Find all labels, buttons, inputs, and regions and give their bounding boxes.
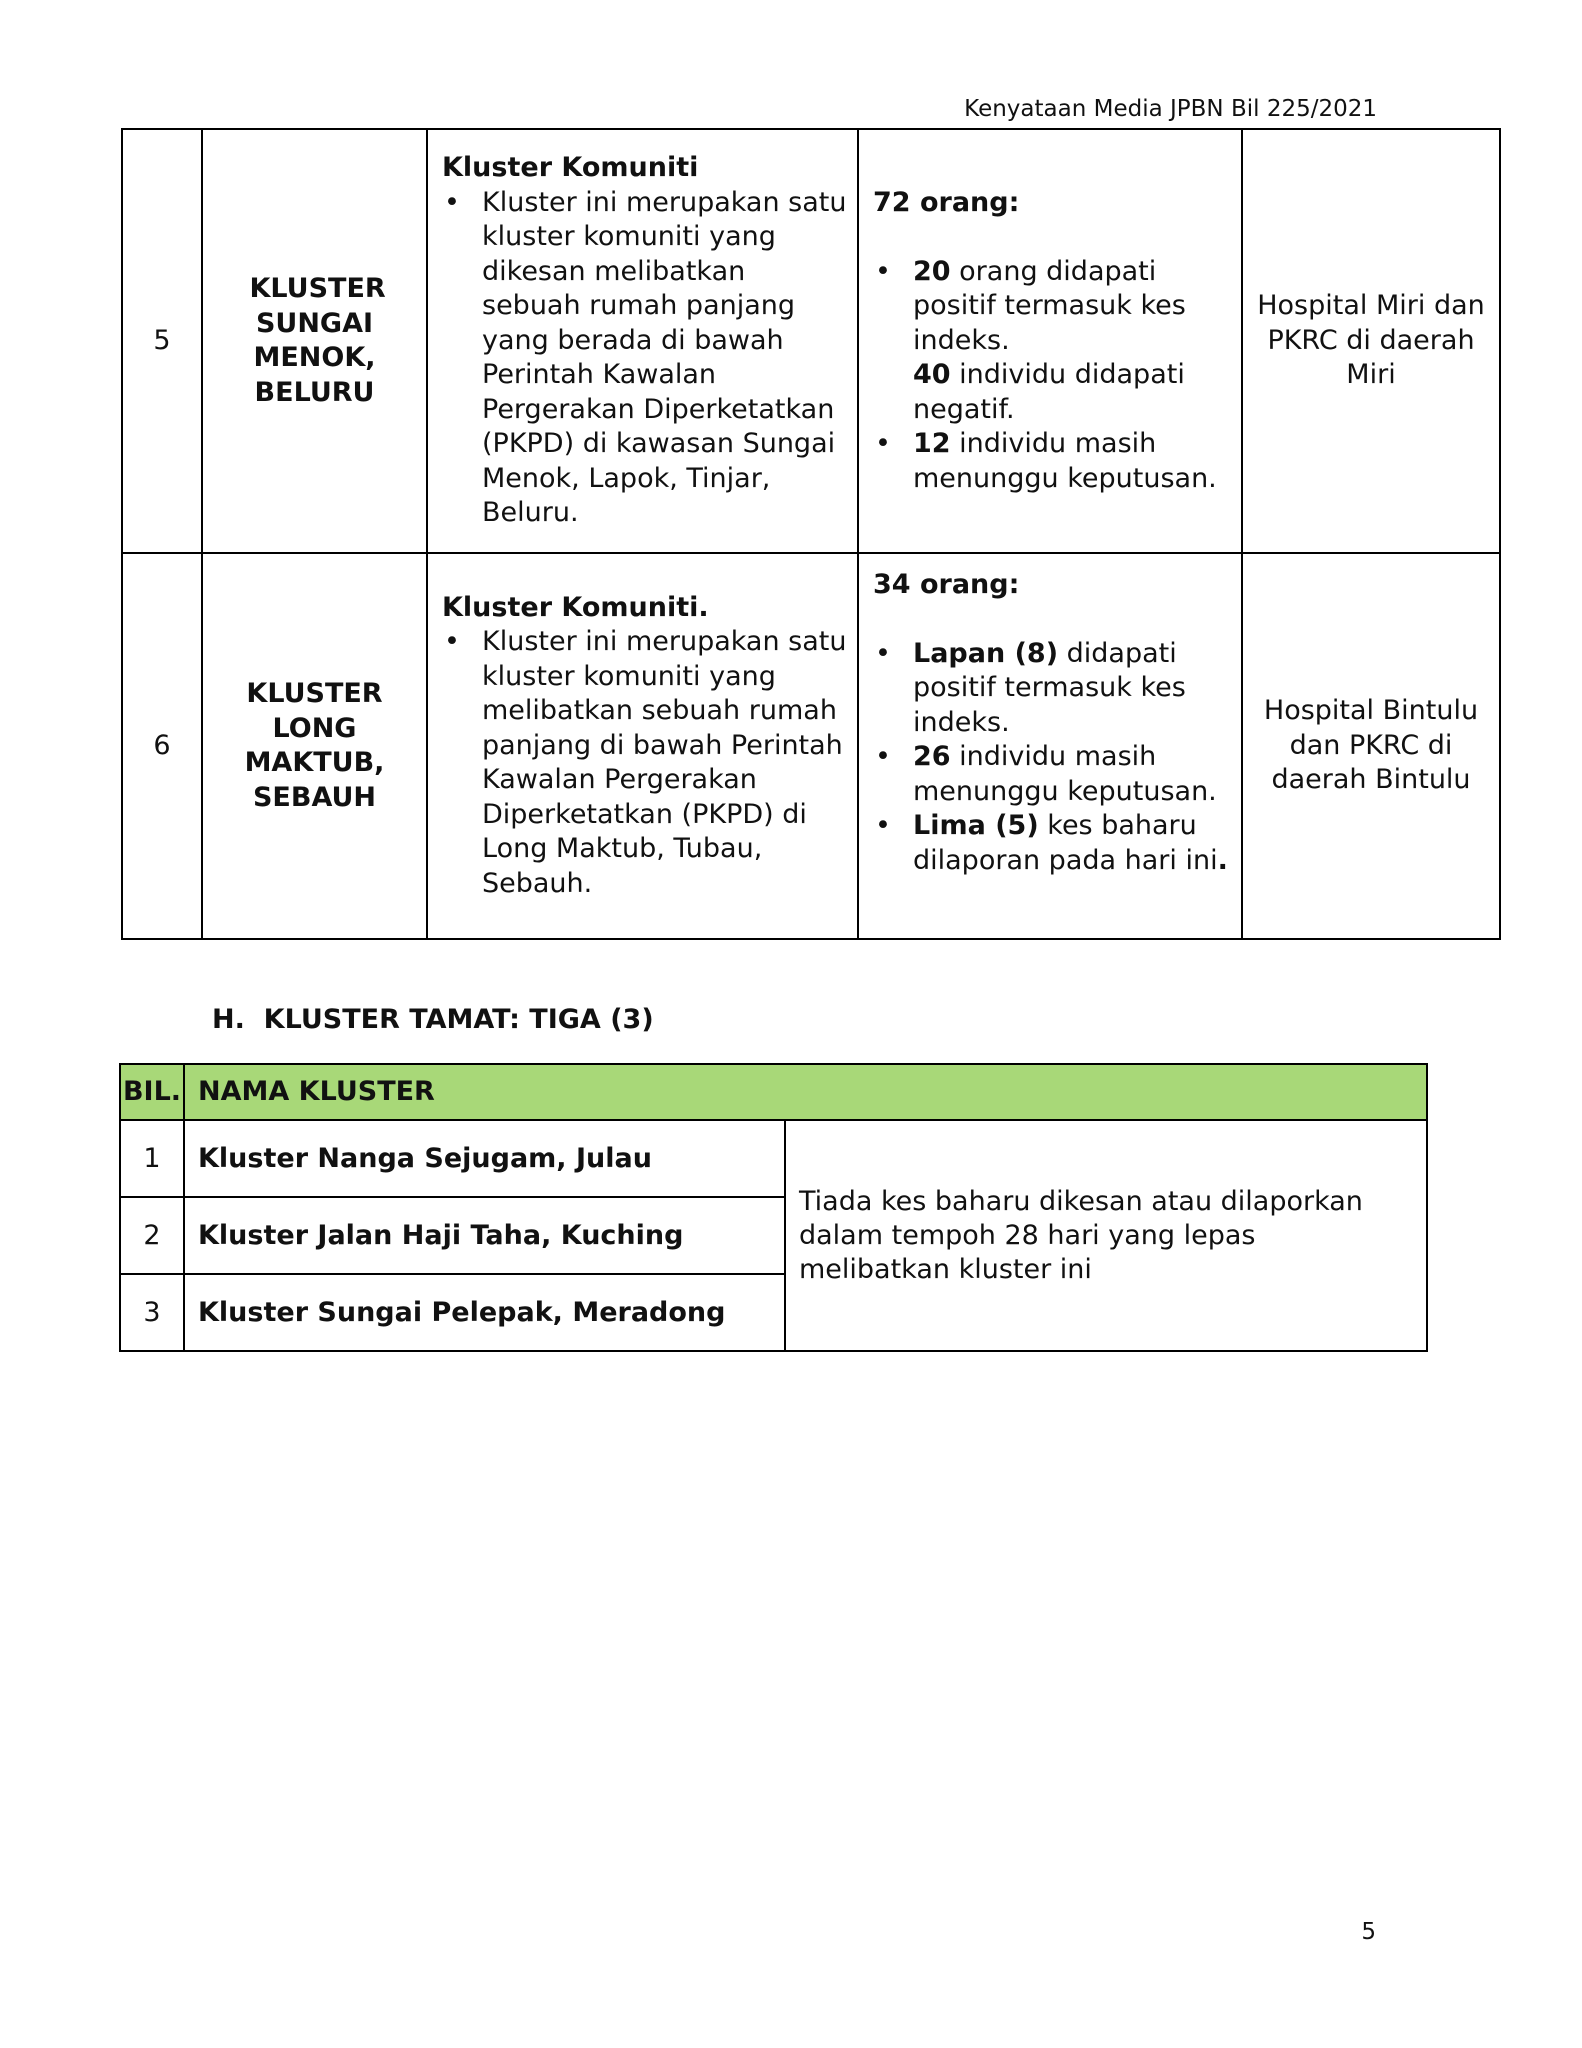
table-row — [122, 553, 1500, 939]
row-number: 2 — [120, 1197, 184, 1274]
cluster-name: Kluster Jalan Haji Taha, Kuching — [184, 1197, 785, 1274]
stat-item: • 26 individu masih menunggu keputusan. — [913, 740, 1231, 809]
stat-item: • Lima (5) kes baharu dilaporan pada hari ini. — [913, 809, 1231, 878]
cluster-type-title: Kluster Komuniti — [442, 152, 699, 184]
active-cluster-table — [121, 128, 1501, 940]
stat-item: • 20 orang didapati positif termasuk kes indeks. 40 individu didapati negatif. — [913, 255, 1231, 428]
cluster-number: 5 — [122, 129, 202, 553]
cluster-hospital: Hospital Miri dan PKRC di daerah Miri — [1242, 129, 1500, 553]
stat-item: • 12 individu masih menunggu keputusan. — [913, 427, 1231, 496]
cluster-name: KLUSTER SUNGAI MENOK, BELURU — [202, 129, 427, 553]
cluster-name: Kluster Nanga Sejugam, Julau — [184, 1120, 785, 1197]
row-number: 3 — [120, 1274, 184, 1351]
column-header-name: NAMA KLUSTER — [184, 1064, 1427, 1120]
cluster-type-title: Kluster Komuniti. — [442, 591, 709, 623]
cluster-case-count — [858, 129, 1242, 553]
row-number: 1 — [120, 1120, 184, 1197]
cluster-description — [427, 129, 858, 553]
case-total: 34 orang: — [873, 569, 1020, 600]
document-header: Kenyataan Media JPBN Bil 225/2021 — [964, 96, 1377, 122]
section-heading: H. KLUSTER TAMAT: TIGA (3) — [212, 1004, 654, 1035]
page-number: 5 — [1361, 1919, 1376, 1945]
description-bullet: • Kluster ini merupakan satu kluster komuniti yang dikesan melibatkan sebuah rumah panjang yang berada di bawah Perintah Kawalan Pergerakan Diperketatkan (PKPD) di kawasan Sungai Menok, Lapok, Tinjar, Beluru. — [482, 186, 847, 531]
table-row — [122, 129, 1500, 553]
cluster-description — [427, 553, 858, 939]
ended-cluster-table — [119, 1063, 1428, 1352]
table-row — [120, 1120, 1427, 1197]
cluster-hospital: Hospital Bintulu dan PKRC di daerah Bintulu — [1242, 553, 1500, 939]
case-total: 72 orang: — [873, 187, 1020, 218]
cluster-name: KLUSTER LONG MAKTUB, SEBAUH — [202, 553, 427, 939]
ended-note: Tiada kes baharu dikesan atau dilaporkan dalam tempoh 28 hari yang lepas melibatkan kluster ini — [785, 1120, 1427, 1351]
stat-item: • Lapan (8) didapati positif termasuk kes indeks. — [913, 637, 1231, 741]
description-bullet: • Kluster ini merupakan satu kluster komuniti yang melibatkan sebuah rumah panjang di bawah Perintah Kawalan Pergerakan Diperketatkan (PKPD) di Long Maktub, Tubau, Sebauh. — [482, 625, 847, 901]
cluster-number: 6 — [122, 553, 202, 939]
table-header-row — [120, 1064, 1427, 1120]
cluster-name: Kluster Sungai Pelepak, Meradong — [184, 1274, 785, 1351]
cluster-case-count — [858, 553, 1242, 939]
column-header-bil: BIL. — [120, 1064, 184, 1120]
